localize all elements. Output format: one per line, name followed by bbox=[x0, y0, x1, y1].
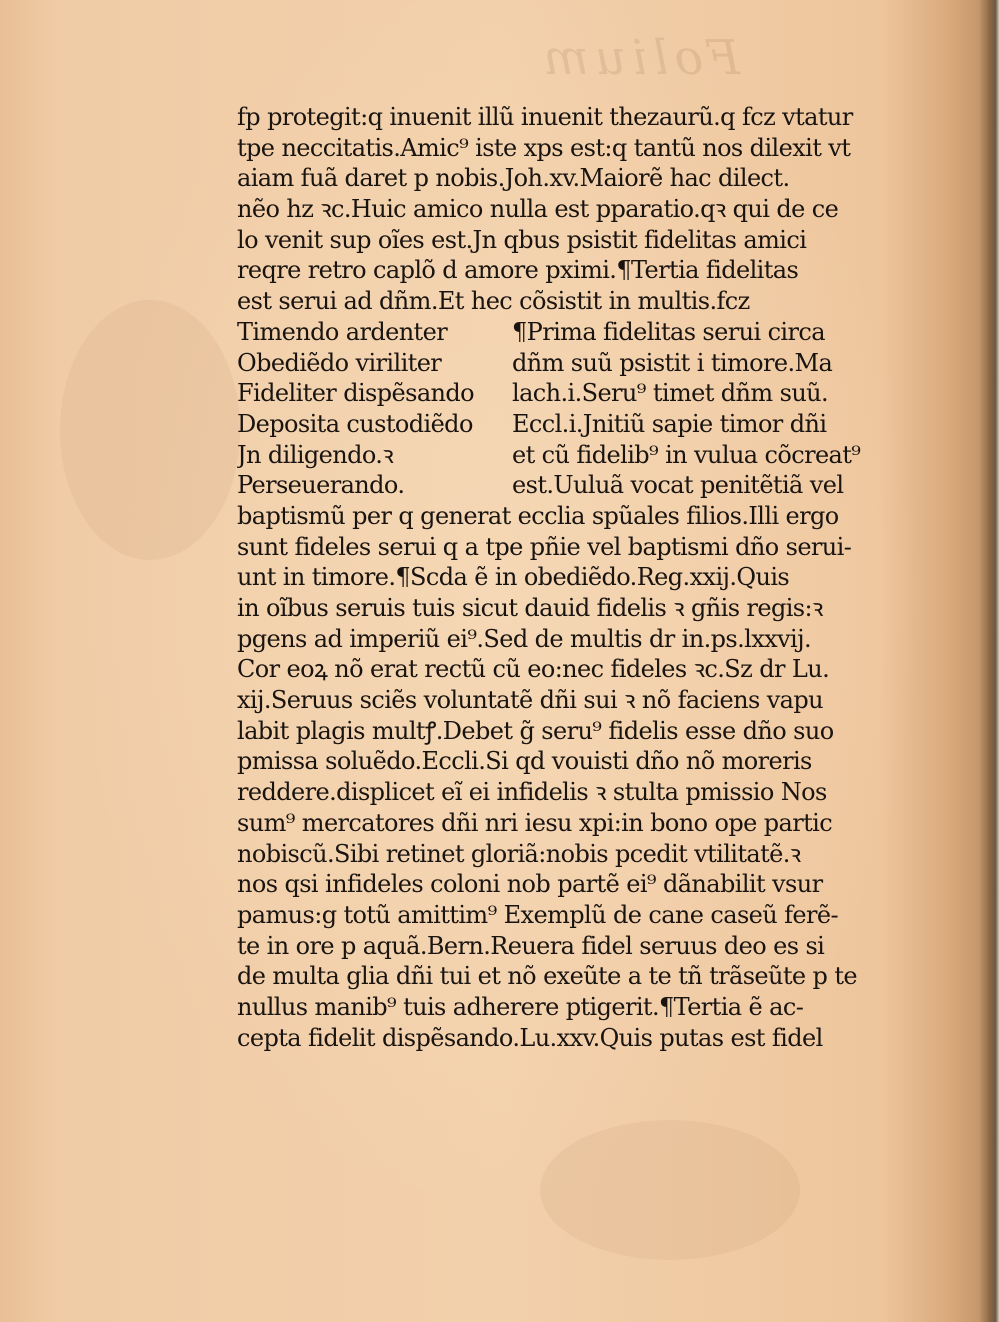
text-line: de multa glia dñi tui et nõ exeũte a te tñ trãseũte p te bbox=[237, 962, 858, 991]
split-row bbox=[237, 317, 882, 348]
split-row bbox=[237, 409, 882, 440]
text-line: pmissa soluẽdo.Eccli.Si qd vouisti dño nõ moreris bbox=[237, 747, 812, 776]
text-line: aiam fuã daret p nobis.Joh.xv.Maiorẽ hac dilect. bbox=[237, 164, 790, 193]
text-line: cepta fidelit dispẽsando.Lu.xxv.Quis putas est fidel bbox=[237, 1023, 823, 1052]
text-line: xij.Seruus sciẽs voluntatẽ dñi sui ꝛ nõ faciens vapu bbox=[237, 686, 824, 715]
list-item: Perseuerando. bbox=[237, 471, 405, 500]
split-row bbox=[237, 348, 882, 379]
text-line: tpe neccitatis.Amic⁹ iste xps est:q tantũ nos dilexit vt bbox=[237, 133, 851, 162]
list-item: Timendo ardenter bbox=[237, 317, 448, 346]
text-line: in oĩbus seruis tuis sicut dauid fidelis ꝛ gñis regis:ꝛ bbox=[237, 594, 823, 622]
text-line: pamus:g totũ amittim⁹ Exemplũ de cane caseũ ferẽ- bbox=[237, 900, 839, 929]
split-row bbox=[237, 378, 882, 409]
text-line: baptismũ per q generat ecclia spũales filios.Illi ergo bbox=[237, 501, 839, 530]
text-line: nobiscũ.Sibi retinet gloriã:nobis pcedit vtilitatẽ.ꝛ bbox=[237, 839, 801, 868]
text-line: reqre retro caplõ d amore pximi.¶Tertia fidelitas bbox=[237, 256, 799, 285]
text-line: dñm suũ psistit i timore.Ma bbox=[512, 348, 833, 377]
text-line: fp protegit:q inuenit illũ inuenit thezaurũ.q fcz vtatur bbox=[237, 103, 853, 131]
text-line: reddere.displicet eĩ ei infidelis ꝛ stulta pmissio Nos bbox=[237, 778, 827, 807]
text-line: nẽo hz ꝛc.Huic amico nulla est pparatio.qꝛ qui de ce bbox=[237, 195, 839, 224]
text-line: Eccl.i.Jnitiũ sapie timor dñi bbox=[512, 409, 827, 438]
bleed-through-ink: Folium bbox=[537, 30, 740, 86]
list-item: Jn diligendo.ꝛ bbox=[237, 440, 394, 469]
paper-stain bbox=[60, 300, 240, 560]
text-line: ¶Prima fidelitas serui circa bbox=[512, 317, 825, 346]
binding-edge bbox=[978, 0, 1000, 1322]
split-row bbox=[237, 470, 882, 501]
text-line: est serui ad dñm.Et hec cõsistit in multis.fcz bbox=[237, 287, 750, 316]
list-item: Fideliter dispẽsando bbox=[237, 379, 475, 408]
text-line: et cũ fidelib⁹ in vulua cõcreat⁹ bbox=[512, 440, 861, 469]
text-line: te in ore p aquã.Bern.Reuera fidel seruus deo es si bbox=[237, 931, 825, 960]
split-row bbox=[237, 440, 882, 471]
text-line: Cor eoꝝ nõ erat rectũ cũ eo:nec fideles ꝛc.Sz dr Lu. bbox=[237, 655, 830, 684]
text-line: unt in timore.¶Scda ẽ in obediẽdo.Reg.xxij.Quis bbox=[237, 563, 790, 592]
text-line: nos qsi infideles coloni nob partẽ ei⁹ dãnabilit vsur bbox=[237, 870, 823, 899]
text-line: lo venit sup oĩes est.Jn qbus psistit fidelitas amici bbox=[237, 225, 807, 254]
list-item: Deposita custodiẽdo bbox=[237, 409, 473, 438]
paper-stain bbox=[540, 1120, 800, 1260]
list-item: Obediẽdo viriliter bbox=[237, 348, 442, 377]
text-line: pgens ad imperiũ ei⁹.Sed de multis dr in.ps.lxxvij. bbox=[237, 624, 811, 653]
text-line: sum⁹ mercatores dñi nri iesu xpi:in bono ope partic bbox=[237, 808, 833, 837]
text-line: lach.i.Seru⁹ timet dñm suũ. bbox=[512, 379, 829, 408]
text-line: est.Uuluã vocat penitẽtiã vel bbox=[512, 471, 844, 500]
text-block bbox=[237, 102, 882, 1053]
text-line: labit plagis multꝭ.Debet g̃ seru⁹ fidelis esse dño suo bbox=[237, 716, 834, 745]
text-line: nullus manib⁹ tuis adherere ptigerit.¶Tertia ẽ ac- bbox=[237, 992, 804, 1021]
text-line: sunt fideles serui q a tpe pñie vel baptismi dño serui- bbox=[237, 532, 852, 561]
